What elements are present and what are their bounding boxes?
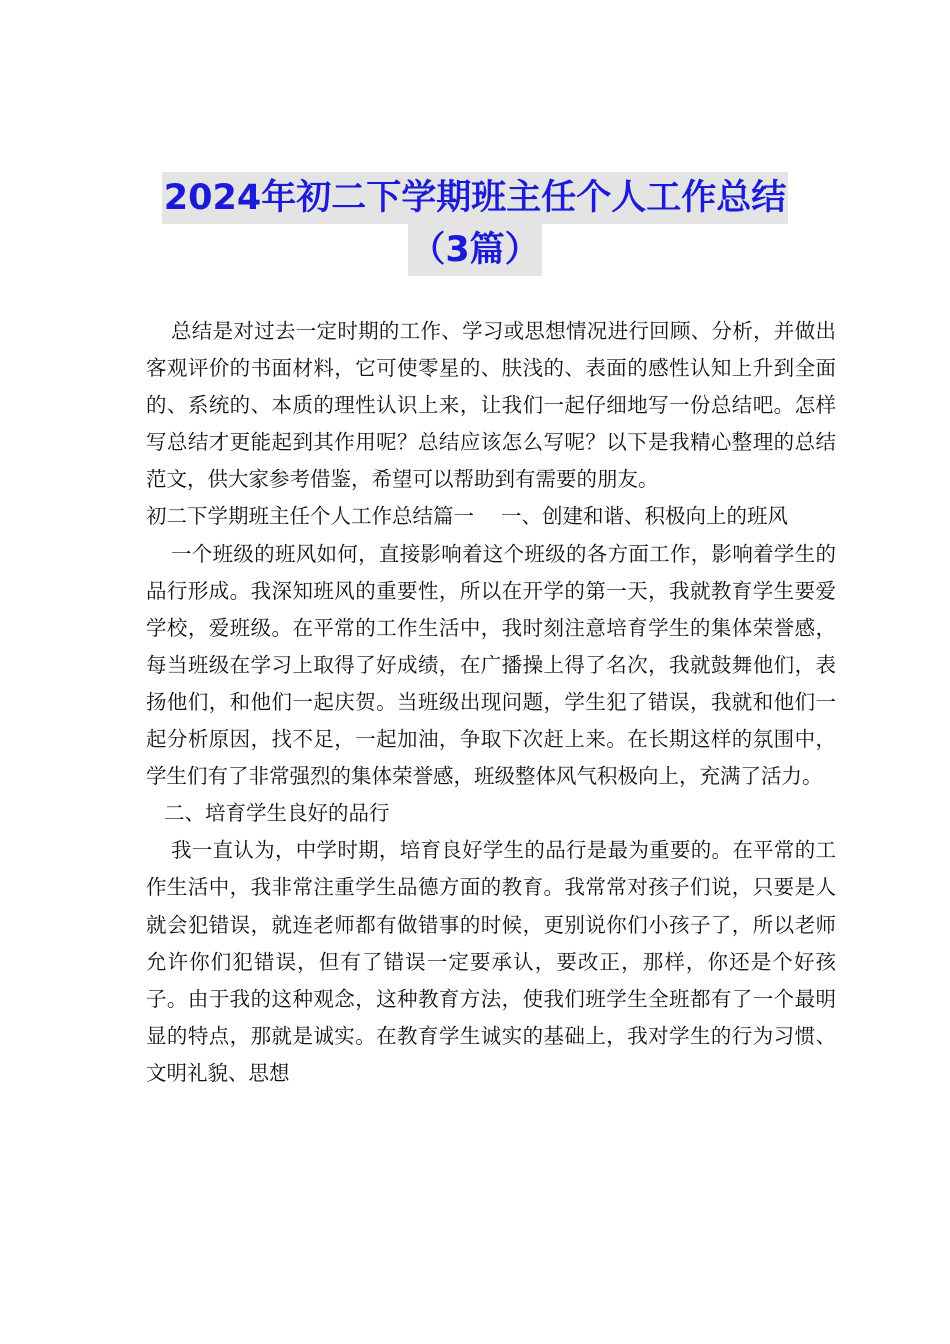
document-title [0, 172, 950, 276]
intro-paragraph: 总结是对过去一定时期的工作、学习或思想情况进行回顾、分析，并做出客观评价的书面材料，它可使零星的、肤浅的、表面的感性认知上升到全面的、系统的、本质的理性认识上来，让我们一起仔细地写一份总结吧。怎样写总结才更能起到其作用呢？总结应该怎么写呢？以下是我精心整理的总结范文，供大家参考借鉴，希望可以帮助到有需要的朋友。 [146, 319, 836, 492]
document-body [146, 313, 836, 1092]
body-paragraph-character: 我一直认为，中学时期，培育良好学生的品行是最为重要的。在平常的工作生活中，我非常注重学生品德方面的教育。我常常对孩子们说，只要是人就会犯错误，就连老师都有做错事的时候，更别说你们小孩子了，所以老师允许你们犯错误，但有了错误一定要承认，要改正，那样，你还是个好孩子。由于我的这种观念，这种教育方法，使我们班学生全班都有了一个最明显的特点，那就是诚实。在教育学生诚实的基础上，我对学生的行为习惯、文明礼貌、思想 [146, 838, 836, 1085]
section-heading-part-one: 初二下学期班主任个人工作总结篇一 一、创建和谐、积极向上的班风 [146, 504, 789, 529]
title-line-2: （3篇） [408, 224, 541, 276]
body-paragraph-class-spirit: 一个班级的班风如何，直接影响着这个班级的各方面工作，影响着学生的品行形成。我深知班风的重要性，所以在开学的第一天，我就教育学生要爱学校，爱班级。在平常的工作生活中，我时刻注意培育学生的集体荣誉感，每当班级在学习上取得了好成绩，在广播操上得了名次，我就鼓舞他们，表扬他们，和他们一起庆贺。当班级出现问题，学生犯了错误，我就和他们一起分析原因，找不足，一起加油，争取下次赶上来。在长期这样的氛围中，学生们有了非常强烈的集体荣誉感，班级整体风气积极向上，充满了活力。 [146, 541, 836, 789]
title-line-1: 2024年初二下学期班主任个人工作总结 [162, 172, 788, 224]
section-heading-two: 二、培育学生良好的品行 [164, 801, 390, 826]
